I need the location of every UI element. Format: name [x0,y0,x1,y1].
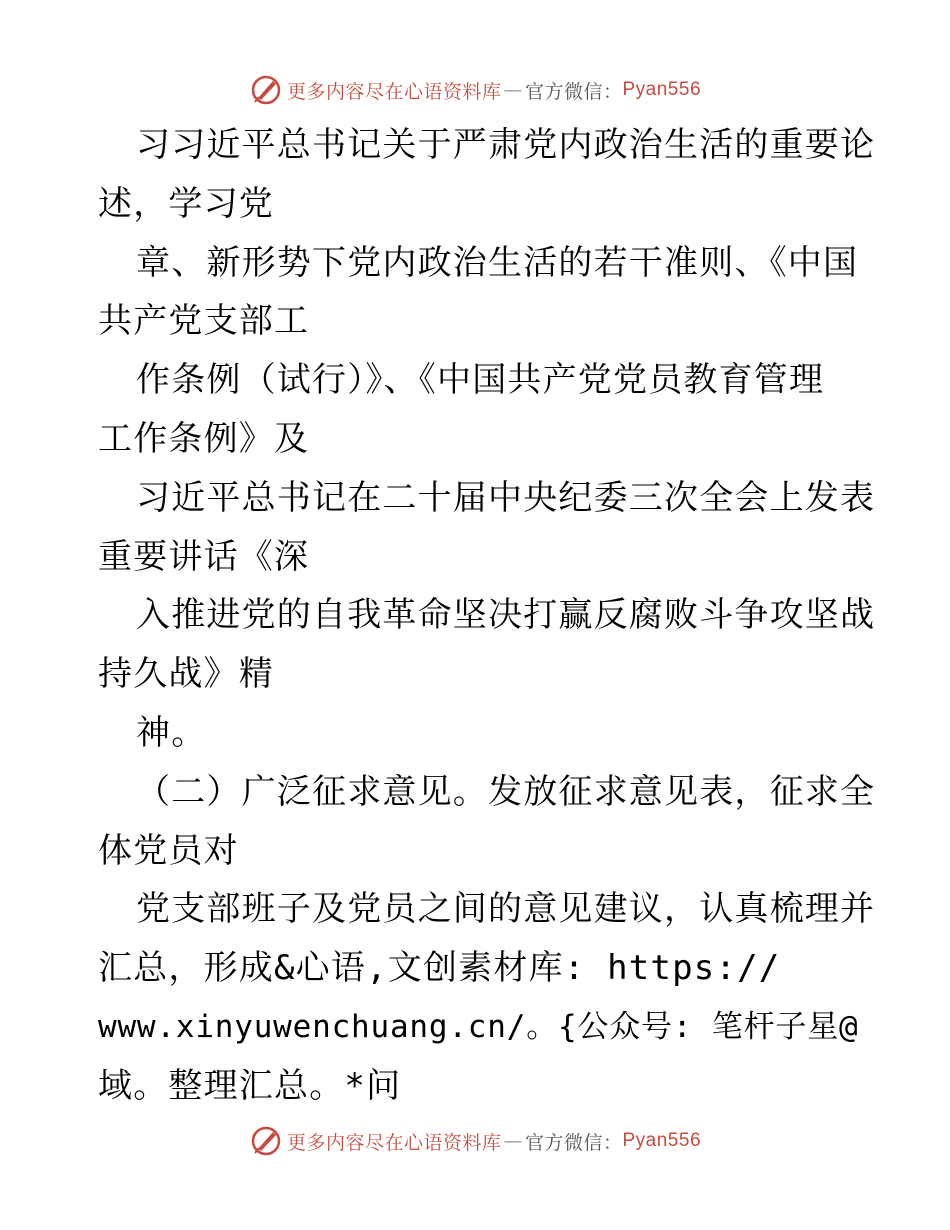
text-line: 域。整理汇总。*问 [98,1065,402,1106]
banner-wechat-label: 官方微信： [524,1131,623,1154]
text-line: 党支部班子及党员之间的意见建议，认真梳理并 [136,889,876,930]
document-body [98,116,876,1116]
text-line: 持久战》精 [98,654,274,695]
text-line: 汇总，形成&心语,文创素材库: https:// [98,948,781,989]
text-line: 习习近平总书记关于严肃党内政治生活的重要论 [136,125,876,165]
text-line: 习近平总书记在二十届中央纪委三次全会上发表 [136,477,876,518]
banner-wechat-label: 官方微信： [524,80,623,103]
text-line: www.xinyuwenchuang.cn/。{公众号: 笔杆子星@ [98,1008,859,1045]
text-line: 工作条例》及 [98,418,310,459]
banner-separator: — [503,79,523,101]
banner-main-text: 更多内容尽在心语资料库 [286,80,502,103]
text-line: 述，学习党 [98,183,274,224]
footer-watermark-banner [0,1121,950,1161]
banner-main-text: 更多内容尽在心语资料库 [286,1131,502,1154]
text-line: 章、新形势下党内政治生活的若干准则、《中国 [136,242,859,283]
text-line: 入推进党的自我革命坚决打赢反腐败斗争攻坚战 [136,595,876,636]
header-watermark-banner [0,70,950,110]
text-line: （二）广泛征求意见。发放征求意见表，征求全 [136,771,876,812]
text-line: 作条例（试行）》、《中国共产党党员教育管理 [136,360,825,401]
text-line: 重要讲话《深 [98,536,310,577]
quill-pen-logo-icon [249,73,283,107]
banner-wechat-id: Pyan556 [622,1130,702,1151]
quill-pen-logo-icon [249,1124,283,1158]
banner-separator: — [503,1130,523,1152]
banner-wechat-id: Pyan556 [622,79,702,100]
text-line: 体党员对 [98,830,239,871]
text-line: 共产党支部工 [98,301,310,342]
text-line: 神。 [136,712,207,753]
